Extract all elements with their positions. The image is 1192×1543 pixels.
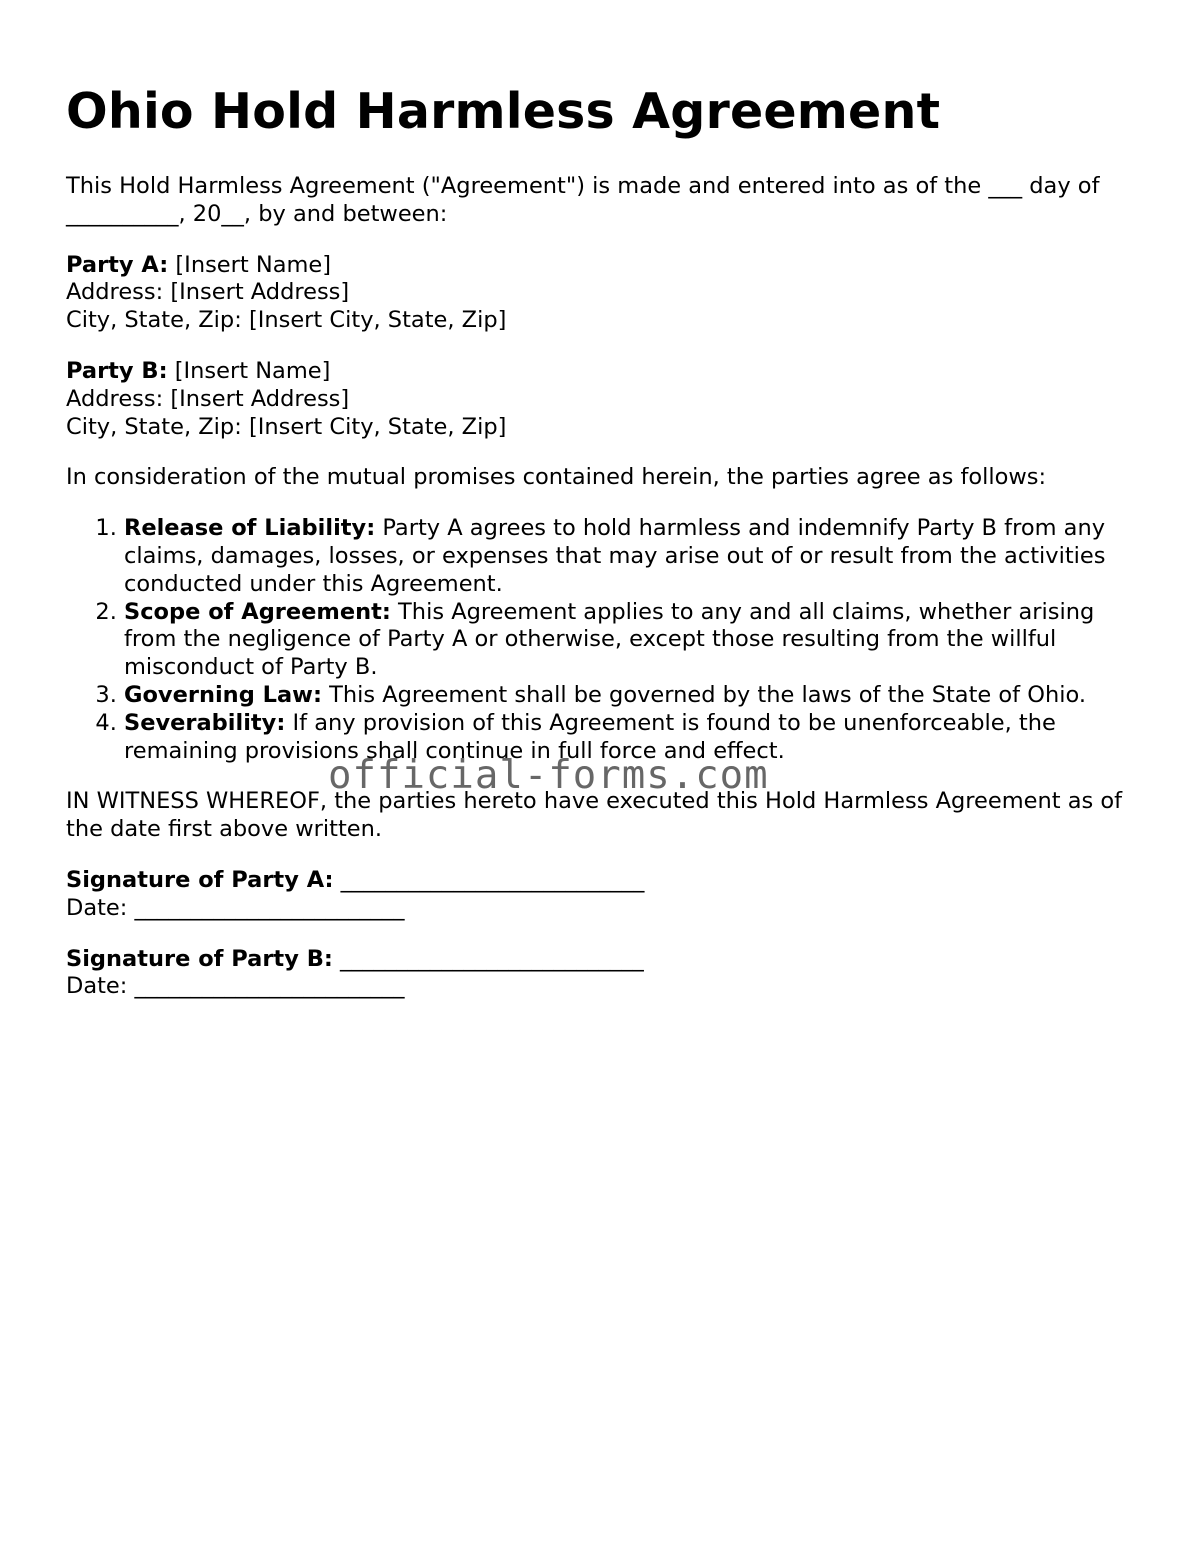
party-a-block (66, 252, 1136, 335)
signature-b-label: Signature of Party B: (66, 945, 333, 972)
party-b-label: Party B: (66, 357, 168, 384)
party-b-block (66, 358, 1136, 441)
party-a-address: Address: [Insert Address] (66, 279, 350, 306)
party-a-name-line (66, 252, 1136, 280)
clause-heading: Scope of Agreement: (124, 598, 391, 625)
party-b-name-line (66, 358, 1136, 386)
document-body (66, 173, 1136, 1001)
clause-heading: Governing Law: (124, 681, 322, 708)
clause-item (124, 515, 1136, 598)
intro-paragraph: This Hold Harmless Agreement ("Agreement") is made and entered into as of the ___ day of __________, 20__, by and between: (66, 173, 1100, 227)
party-a-label: Party A: (66, 251, 169, 278)
clause-heading: Release of Liability: (124, 515, 376, 542)
document-page (66, 84, 1136, 1024)
party-b-address: Address: [Insert Address] (66, 385, 350, 412)
signature-a-line (66, 867, 1136, 895)
clause-text: This Agreement applies to any and all claims, whether arising from the negligence of Party A or otherwise, except those resulting from the willful misconduct of Party B. (124, 598, 1095, 681)
consideration-paragraph: In consideration of the mutual promises contained herein, the parties agree as follows: (66, 464, 1047, 491)
clause-item (124, 682, 1136, 710)
watermark: official-forms.com (328, 753, 769, 798)
signature-a-label: Signature of Party A: (66, 866, 334, 893)
signature-b-block (66, 946, 1136, 1002)
party-a-city: City, State, Zip: [Insert City, State, Zip] (66, 307, 507, 334)
signature-b-line (66, 946, 1136, 974)
party-b-name: [Insert Name] (167, 357, 331, 384)
document-title: Ohio Hold Harmless Agreement (66, 83, 941, 140)
clause-text: If any provision of this Agreement is found to be unenforceable, the remaining provisions shall continue in full force and effect. (124, 709, 1056, 764)
witness-paragraph: IN WITNESS WHEREOF, the parties hereto have executed this Hold Harmless Agreement as of the date first above written. (66, 788, 1123, 843)
signature-a-block (66, 867, 1136, 923)
clause-text: This Agreement shall be governed by the laws of the State of Ohio. (321, 681, 1086, 708)
party-a-name: [Insert Name] (168, 251, 332, 278)
signature-b-blank: ___________________________ (332, 945, 644, 972)
signature-a-date: Date: ________________________ (66, 894, 405, 921)
clause-heading: Severability: (124, 709, 286, 736)
clause-list (66, 515, 1136, 765)
clause-text: Party A agrees to hold harmless and indemnify Party B from any claims, damages, losses, or expenses that may arise out of or result from the activities conducted under this Agreement. (124, 515, 1106, 597)
signature-a-blank: ___________________________ (333, 866, 645, 893)
party-b-city: City, State, Zip: [Insert City, State, Zip] (66, 413, 507, 440)
clause-item (124, 599, 1136, 682)
signature-b-date: Date: ________________________ (66, 973, 405, 1000)
